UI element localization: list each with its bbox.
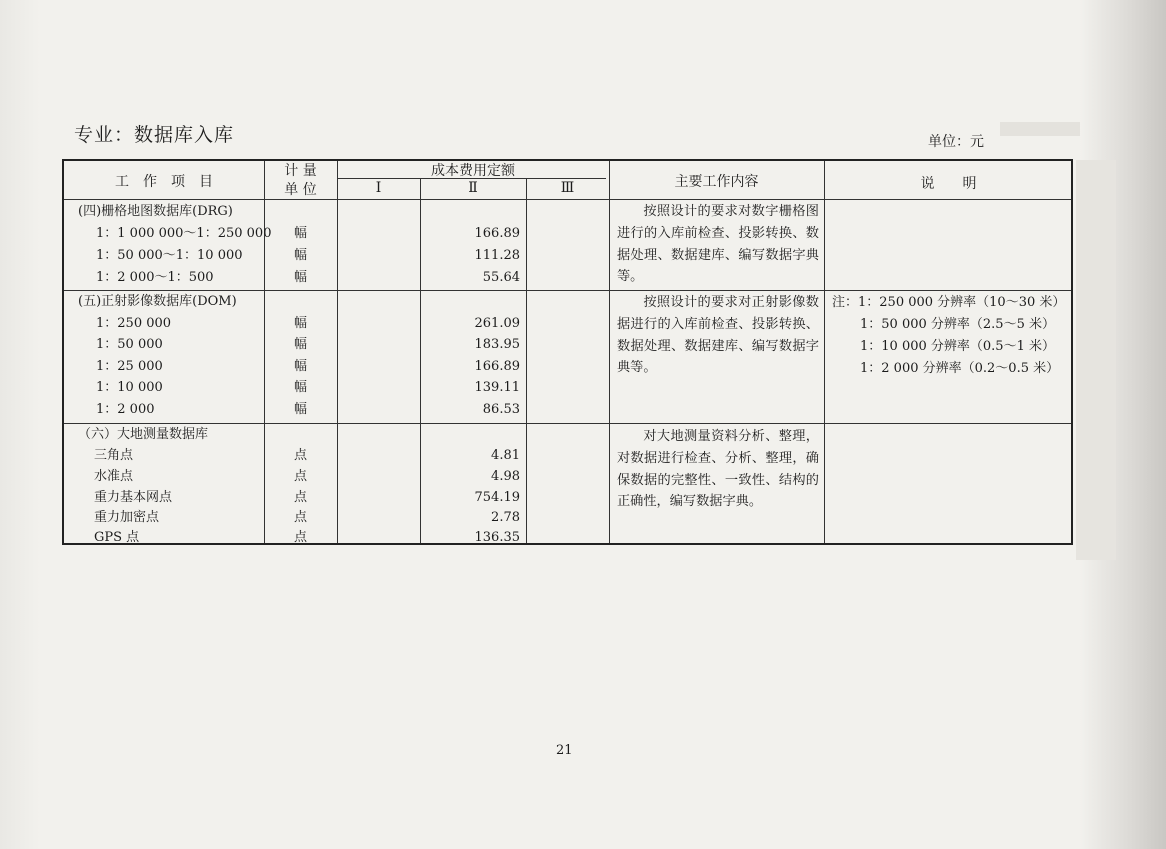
row-unit: 幅 [293, 337, 307, 352]
row-item: 1：50 000～1：10 000 [96, 248, 243, 263]
row-item: 重力基本网点 [94, 490, 173, 505]
work-description: 对大地测量资料分析、整理，对数据进行检查、分析、整理，确保数据的完整性、一致性、结构的正确性，编写数据字典。 [617, 429, 819, 510]
row-item: 重力加密点 [94, 510, 160, 525]
row-cost-2: 86.53 [482, 402, 520, 417]
header-note: 说 明 [920, 176, 977, 192]
row-unit: 幅 [293, 359, 307, 374]
row-unit: 点 [293, 490, 307, 505]
row-cost-2: 2.78 [491, 510, 520, 525]
row-unit: 点 [293, 530, 307, 545]
bleed-through-mark [1076, 160, 1116, 560]
row-cost-2: 55.64 [482, 270, 520, 285]
header-cost: 成本费用定额 [431, 163, 515, 179]
header-unit-line1: 计 量 [284, 163, 317, 179]
grid-line [337, 161, 338, 543]
row-item: 1：1 000 000～1：250 000 [96, 226, 272, 241]
note-line: 1：50 000 分辨率（2.5～5 米） [860, 317, 1055, 332]
row-item: 1：10 000 [96, 380, 163, 395]
row-unit: 幅 [293, 226, 307, 241]
section-heading: (四)栅格地图数据库(DRG) [78, 204, 233, 219]
row-unit: 幅 [293, 270, 307, 285]
section-heading: （六）大地测量数据库 [78, 427, 209, 442]
page-title: 专业：数据库入库 [74, 124, 235, 146]
row-item: GPS 点 [94, 530, 140, 545]
row-cost-2: 111.28 [474, 248, 520, 263]
row-cost-2: 261.09 [474, 316, 520, 331]
row-cost-2: 754.19 [474, 490, 520, 505]
note-line: 注：1：250 000 分辨率（10～30 米） [832, 295, 1066, 310]
row-cost-2: 183.95 [474, 337, 520, 352]
row-unit: 幅 [293, 380, 307, 395]
header-item: 工 作 项 目 [115, 174, 213, 190]
row-cost-2: 4.98 [491, 469, 520, 484]
grid-line [526, 178, 527, 543]
note-line: 1：10 000 分辨率（0.5～1 米） [860, 339, 1055, 354]
note-line: 1：2 000 分辨率（0.2～0.5 米） [860, 361, 1060, 376]
row-cost-2: 136.35 [474, 530, 520, 545]
row-cost-2: 139.11 [474, 380, 520, 395]
work-description: 按照设计的要求对数字栅格图进行的入库前检查、投影转换、数据处理、数据建库、编写数据字典等。 [617, 204, 819, 285]
row-cost-2: 4.81 [491, 448, 520, 463]
work-description: 按照设计的要求对正射影像数据进行的入库前检查、投影转换、数据处理、数据建库、编写数据字典等。 [617, 295, 819, 376]
cost-table [62, 159, 1073, 545]
row-item: 1：50 000 [96, 337, 163, 352]
row-item: 1：2 000～1：500 [96, 270, 214, 285]
row-item: 1：25 000 [96, 359, 163, 374]
row-item: 三角点 [94, 448, 134, 463]
row-cost-2: 166.89 [474, 226, 520, 241]
row-unit: 幅 [293, 248, 307, 263]
header-unit-line2: 单 位 [284, 182, 317, 198]
page-number: 21 [556, 743, 573, 758]
header-work: 主要工作内容 [674, 174, 759, 190]
row-unit: 点 [293, 448, 307, 463]
grid-line [609, 161, 610, 543]
header-col-3: Ⅲ [560, 180, 575, 196]
row-unit: 幅 [293, 402, 307, 417]
row-item: 1：250 000 [96, 316, 172, 331]
row-item: 1：2 000 [96, 402, 155, 417]
row-unit: 幅 [293, 316, 307, 331]
row-item: 水准点 [94, 469, 134, 484]
section-heading: (五)正射影像数据库(DOM) [78, 294, 237, 309]
header-col-1: Ⅰ [375, 180, 382, 196]
row-unit: 点 [293, 510, 307, 525]
unit-label: 单位：元 [928, 134, 984, 150]
bleed-through-mark [1000, 122, 1080, 136]
row-cost-2: 166.89 [474, 359, 520, 374]
grid-line [64, 423, 1071, 424]
grid-line [64, 199, 1071, 200]
row-unit: 点 [293, 469, 307, 484]
header-col-2: Ⅱ [468, 180, 478, 196]
grid-line [824, 161, 825, 543]
